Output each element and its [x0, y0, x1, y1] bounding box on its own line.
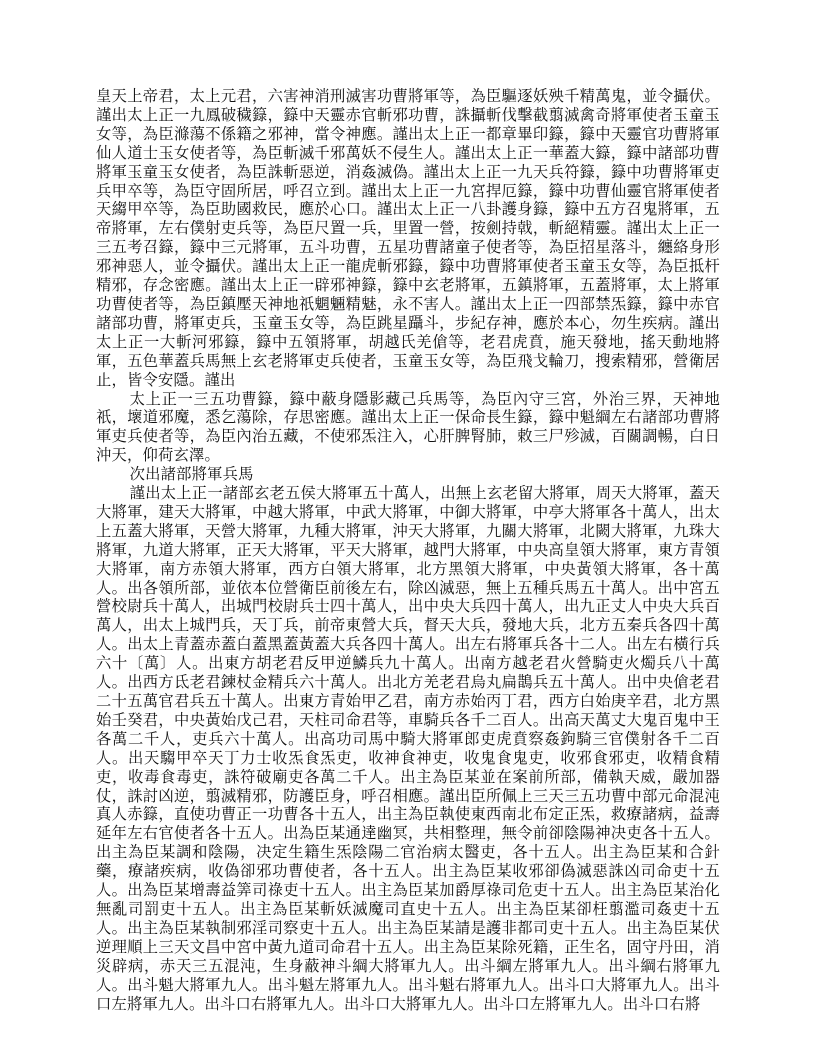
section-heading: 次出諸部將軍兵馬: [129, 466, 254, 484]
body-paragraph-1: 皇天上帝君，太上元君，六害神消刑滅害功曹將軍等，為臣驅逐妖殃千精萬鬼，並令攝伏。謹出太上正一九鳳破穢籙，籙中天靈赤官斬邪功曹，誅攝斬伐擊截翦滅禽奇將軍使者玉童玉女等，為臣滌蕩不係籍之邪神，當令神應。謹出太上正一都章畢印籙，籙中天靈官功曹將軍仙人道士玉女使者等，為臣斬滅千邪萬妖不侵生人。謹出太上正一華蓋大籙，籙中諸部功曹將軍玉童玉女使者，為臣誅斬惡逆，消姦滅偽。謹出太上正一九天兵符籙，籙中功曹將軍吏兵甲卒等，為臣守固所居，呼召立到。謹出太上正一九宮捍厄籙，籙中功曹仙靈官將軍使者天縐甲卒等，為臣助國救民，應於心口。謹出太上正一八卦護身籙，籙中五方召鬼將軍，五帝將軍，左右僕射吏兵等，為臣尺置一兵，里置一營，按劍持戟，斬絕精靈。謹出太上正一三五考召籙，籙中三元將軍，五斗功曹，五星功曹諸童子使者等，為臣招星落斗，纏絡身形邪神惡人，並令攝伏。謹出太上正一龍虎斬邪籙，籙中功曹將軍使者玉童玉女等，為臣抵杆精邪，存念密應。謹出太上正一辟邪神籙，籙中玄老將軍，五鎮將軍，五蓋將軍，太上將軍功曹使者等，為臣鎮壓天神地祇魍魎精魅，永不害人。謹出太上正一四部禁炁籙，籙中赤官諸部功曹，將軍吏兵，玉童玉女等，為臣跳星躡斗，步紀存神，應於本心，勿生疾病。謹出太上正一大斬河邪籙，籙中五領將軍，胡越氏羌傖等，老君虎賁，施天發地，搖天動地將軍，五色華蓋兵馬無上玄老將軍吏兵使者，玉童玉女等，為臣飛戈輪刀，搜索精邪，營衛居止，皆令安隱。謹出: [96, 88, 720, 389]
body-paragraph-3: 謹出太上正一諸部玄老五侯大將軍五十萬人，出無上玄老留大將軍，周天大將軍，蓋天大將軍，建天大將軍，中越大將軍，中武大將軍，中御大將軍，中亭大將軍各十萬人，出太上五蓋大將軍，天營大將軍，九種大將軍，沖天大將軍，九關大將軍，北闕大將軍，九珠大將軍，九道大將軍，正天大將軍，平天大將軍，越門大將軍，中央高皇領大將軍，東方青領大將軍，南方赤領大將軍，西方白領大將軍，北方黑領大將軍，中央黃領大將軍，各十萬人。出各領所部，並依本位營衛臣前後左右，除凶滅惡，無上五種兵馬五十萬人。出中宮五營校尉兵十萬人，出城門校尉兵士四十萬人，出中央大兵四十萬人，出九正丈人中央大兵百萬人，出太上城門兵，天丁兵，前帝東營大兵，督天大兵，發地大兵，北方五秦兵各四十萬人。出太上青蓋赤蓋白蓋黑蓋黃蓋大兵各四十萬人。出左右將軍兵各十二人。出左右橫行兵六十〔萬〕人。出東方胡老君反甲逆鱗兵九十萬人。出南方越老君火營騎吏火燭兵八十萬人。出西方氐老君鍊杖金精兵六十萬人。出北方羌老君烏丸扁鵲兵五十萬人。出中央傖老君二十五萬官君兵五十萬人。出東方青始甲乙君，南方赤始丙丁君，西方白始庚辛君，北方黑始壬癸君，中央黃始戊己君，天柱司命君等，車騎兵各千二百人。出高天萬丈大鬼百鬼中王各萬二千人，吏兵六十萬人。出高功司馬中騎大將軍郎吏虎賁察姦鉤騎三官僕射各千二百人。出天騶甲卒天丁力士收炁食炁吏，收神食神吏，收鬼食鬼吏，收邪食邪吏，收精食精吏，收毒食毒吏，誅符破廟吏各萬二千人。出主為臣某並在案前所部，備執天威，嚴加器仗，誅討凶逆，翦滅精邪，防護臣身，呼召相應。謹出臣所佩上三天三五功曹中部元命混沌真人赤籙，直使功曹正一功曹各十五人，出主為臣執使東西南北布定正炁，救療諸病，益壽延年左右官使者各十五人。出為臣某通達幽冥，共相整理，無令前卻陰陽神决吏各十五人。出主為臣某調和陰陽，决定生籍生炁陰陽二官治病太醫吏，各十五人。出主為臣某和合針藥，療諸疾病，收偽卻邪功曹使者，各十五人。出主為臣某收邪卻偽滅惡誅凶司命吏十五人。出為臣某增壽益筭司祿吏十五人。出主為臣某加爵厚祿司危吏十五人。出主為臣某治化無亂司罰吏十五人。出主為臣某斬妖滅魔司直史十五人。出主為臣某卻枉翦濫司姦吏十五人。出主為臣某執制邪淫司察吏十五人。出主為臣某請是護非都司吏十五人。出主為臣某伏逆理順上三天文昌中宮中黃九道司命君十五人。出主為臣某除死籍，正生名，固守丹田，消災辟病，赤天三五混沌，生身蔽神斗綱大將軍九人。出斗綱左將軍九人。出斗綱右將軍九人。出斗魁大將軍九人。出斗魁左將軍九人。出斗魁右將軍九人。出斗口大將軍九人。出斗口左將軍九人。出斗口右將軍九人。出斗口大將軍九人。出斗口左將軍九人。出斗口右將: [96, 485, 720, 1013]
body-paragraph-2: 太上正一三五功曹籙，籙中蔽身隱影藏己兵馬等，為臣內守三宮，外治三界，天神地祇，壞道邪魔，悉乞蕩除，存思密應。謹出太上正一保命長生籙，籙中魁綱左右諸部功曹將軍吏兵使者等，為臣內治五藏，不使邪炁注入，心肝脾腎肺，敕三尸殄滅，百關調暢，白日沖天，仰荷玄澤。: [96, 390, 720, 465]
text-block: [96, 88, 720, 1014]
